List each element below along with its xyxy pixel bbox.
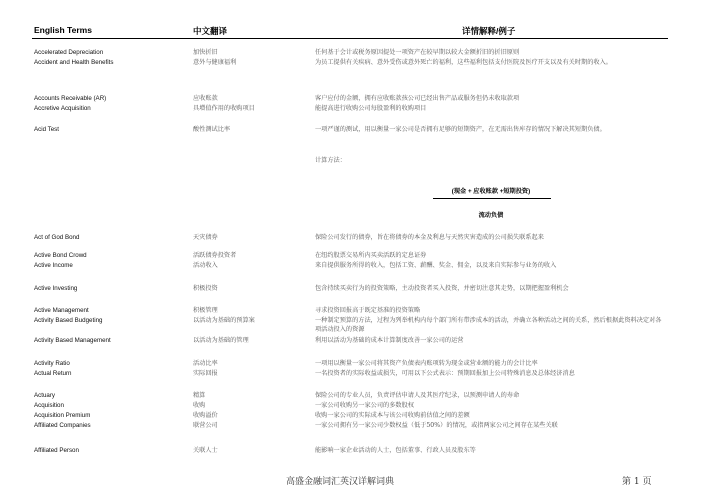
term-chinese: 酸性测试比率 [193,126,231,133]
term-explanation: 一名投资者的实际收益或损失，可用以下公式表示：预期回报加上公司特殊消息及总体经济消息 [315,370,575,377]
term-english: Accounts Receivable (AR) [34,95,107,102]
page-number: 第 1 页 [622,477,652,487]
term-chinese: 以活动为基础的管理 [193,337,249,344]
term-explanation: 能影响一家企业活动的人士，包括董事、行政人员及股东等 [315,447,476,454]
term-explanation: 在纽约股票交易所内买卖活跃的定息证券 [315,252,427,259]
term-explanation: 一项严谨的测试，用以衡量一家公司是否拥有足够的短期资产，在无需出售库存的情况下解决其短期负债。 [315,126,606,133]
term-explanation: 一家公司拥有另一家公司少数权益（低于50%）的情况，或指两家公司之间存在某些关联 [315,422,558,429]
term-explanation: 客户应付的金额，拥有应收账款孩公司已经出售产品或服务但仍未收取款项 [315,95,520,102]
term-english: Activity Based Management [34,337,111,344]
term-explanation: 任何基于会计或税务原因提处一项资产在较早期以较大金额折旧的折旧原则 [315,49,520,56]
term-explanation: 保险公司的专业人员，负责评估申请人及其医疗纪录，以预测申请人的寿命 [315,392,520,399]
term-english: Accident and Health Benefits [34,59,114,66]
term-explanation: 来自提供服务所得的收入，包括工资、薪酬、奖金、佣金，以及来自实际参与业务的收入 [315,262,557,269]
column-header-chinese: 中文翻译 [193,26,228,36]
term-chinese: 以活动为基础的预算案 [193,317,255,324]
term-explanation: 收购一家公司的实际成本与该公司收购前估值之间的差额 [315,412,470,419]
term-chinese: 具增值作用的收购项目 [193,105,255,112]
term-english: Activity Ratio [34,360,70,367]
header-divider [32,38,668,39]
term-english: Acquisition [34,402,64,409]
term-chinese: 收购溢价 [193,412,218,419]
column-header-explanation: 详情解释/例子 [462,26,516,36]
term-english: Acquisition Premium [34,412,91,419]
term-chinese: 积极投资 [193,285,218,292]
term-english: Active Income [34,262,73,269]
term-explanation: 寻求投资回报高于既定基准的投资策略 [315,307,421,314]
footer-title: 高盛金融词汇英汉详解词典 [286,477,395,487]
term-explanation: 包含持续买卖行为的投资策略，主动投资者买入投资，并密切注意其走势，以期把握盈利机会 [315,285,569,292]
term-explanation: 计算方法： [315,157,346,164]
term-chinese: 天灾债券 [193,234,218,241]
term-explanation: 能提高进行收购公司每股盈利的收购项目 [315,105,427,112]
term-explanation: 一家公司收购另一家公司的多数股权 [315,402,414,409]
term-explanation: 为员工提供有关疾病、意外受伤或意外死亡的福利，这些福利包括支付医院及医疗开支以及有关时期的收入。 [315,59,612,66]
formula-fraction-bar [433,198,551,199]
term-chinese: 应收账款 [193,95,218,102]
term-english: Activity Based Budgeting [34,317,103,324]
term-chinese: 活动收入 [193,262,218,269]
term-chinese: 活跃债券投资者 [193,252,237,259]
term-english: Actuary [34,392,55,399]
column-header-english: English Terms [34,25,92,35]
formula-numerator: (现金 + 应收账款 +短期投资) [451,188,531,195]
term-chinese: 积极管理 [193,307,218,314]
term-chinese: 收购 [193,402,206,409]
term-english: Affiliated Person [34,447,79,454]
term-english: Act of God Bond [34,234,80,241]
term-explanation: 一项用以衡量一家公司将其资产负债表内账项转为现金或营业额的能力的会计比率 [315,360,538,367]
term-chinese: 意外与健康福利 [193,59,237,66]
term-chinese: 活动比率 [193,360,218,367]
term-english: Affiliated Companies [34,422,91,429]
term-chinese: 关联人士 [193,447,218,454]
term-explanation: 一种制定预算的方法，过程为列举机构内每个部门所有带涉成本的活动，并确立各种活动之间的关系，然后根据此资料决定对各项活动投入的资源 [315,317,662,334]
term-chinese: 联营公司 [193,422,218,429]
term-english: Actual Return [34,370,72,377]
term-chinese: 精算 [193,392,206,399]
term-english: Accretive Acquisition [34,105,91,112]
term-english: Acid Test [34,126,59,133]
term-chinese: 实际回报 [193,370,218,377]
term-chinese: 加快折旧 [193,49,218,56]
term-english: Active Bond Crowd [34,252,87,259]
term-explanation: 保险公司发行的债券，旨在将债券的本金及利息与天然灾害造成的公司损失联系起来 [315,234,544,241]
term-english: Accelerated Depreciation [34,49,104,56]
term-explanation: 利用以活动为基础的成本计算制度改善一家公司的运营 [315,337,464,344]
term-english: Active Management [34,307,89,314]
term-english: Active Investing [34,285,78,292]
formula-denominator: 流动负债 [478,212,504,219]
